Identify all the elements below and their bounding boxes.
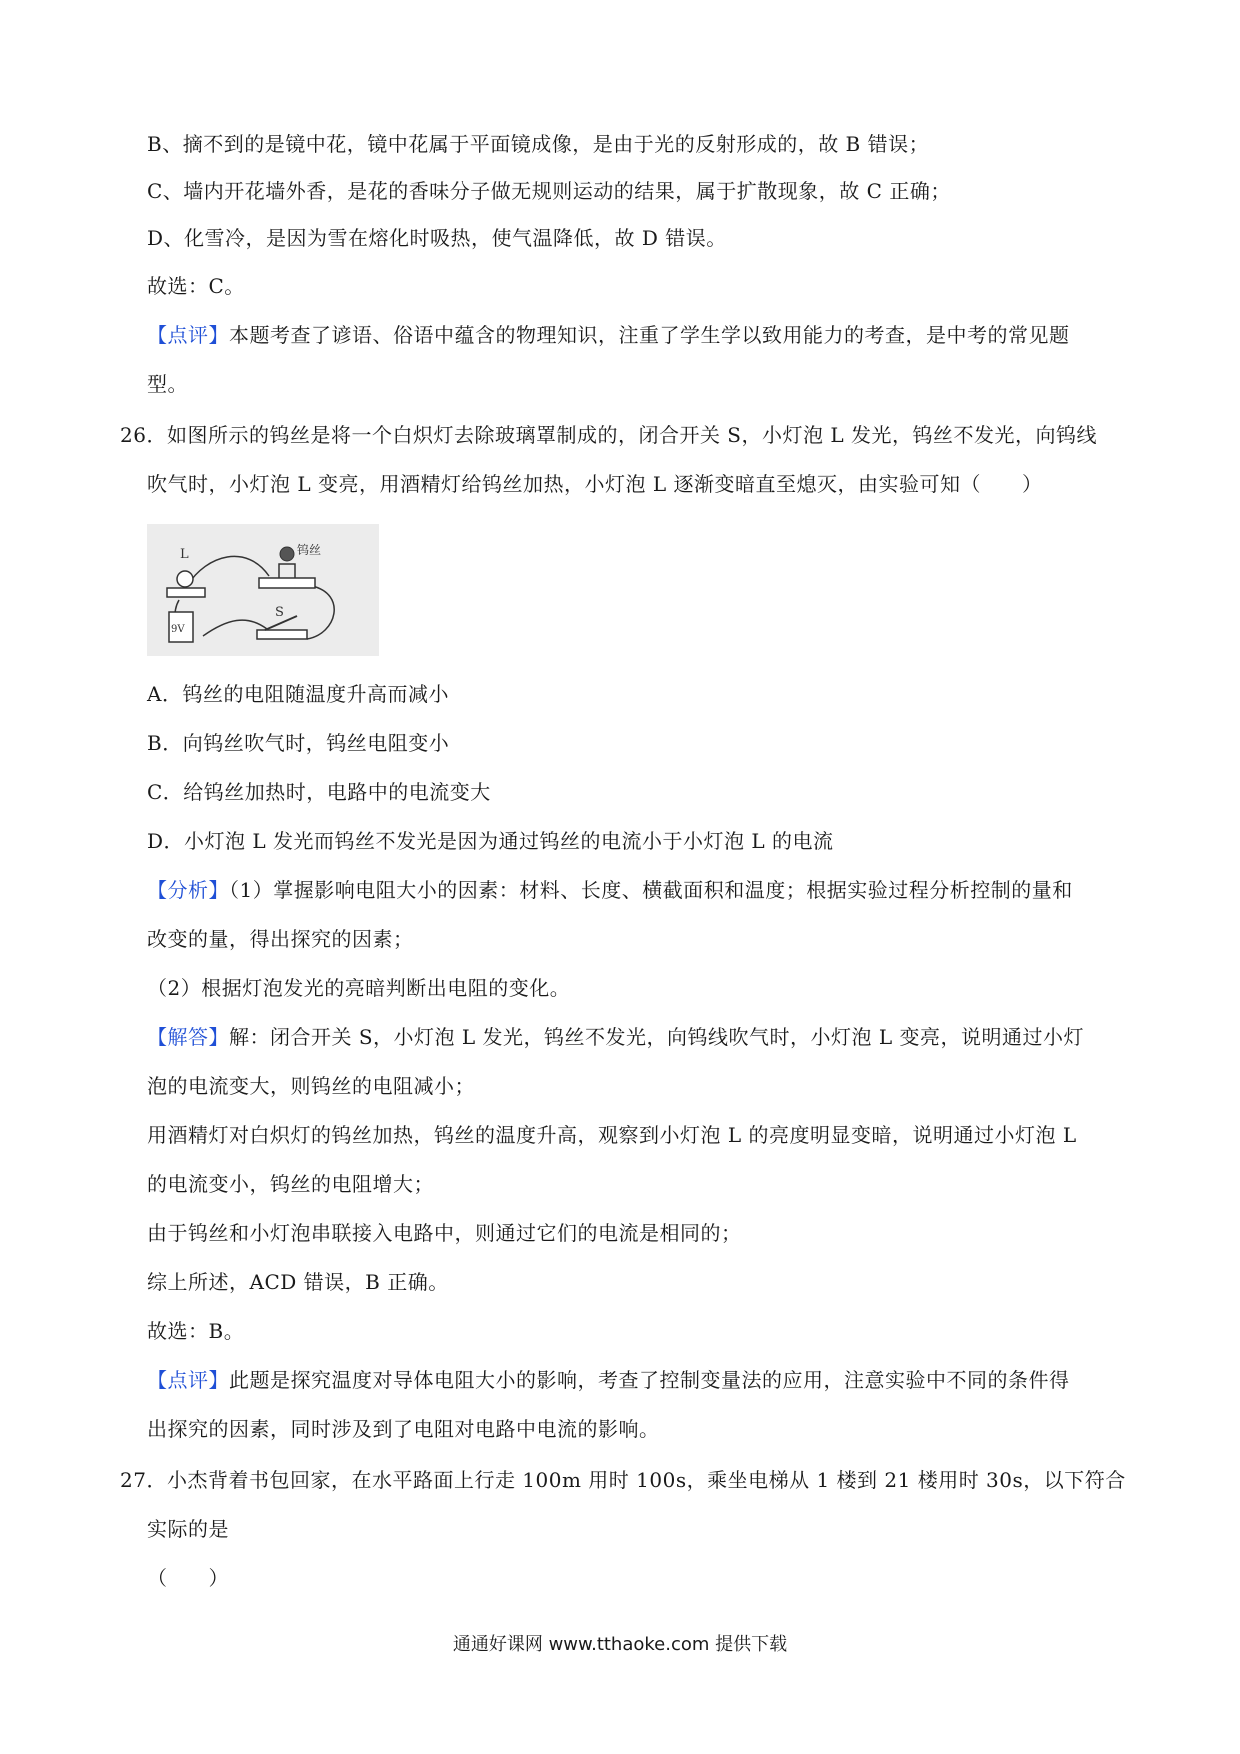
- text-line: （2）根据灯泡发光的亮暗判断出电阻的变化。: [147, 976, 571, 1000]
- question-26-line: 26．如图所示的钨丝是将一个白炽灯去除玻璃罩制成的，闭合开关 S，小灯泡 L 发光，钨丝不发光，向钨线: [120, 423, 1098, 447]
- label-battery: 9V: [171, 624, 185, 635]
- option-a: A．钨丝的电阻随温度升高而减小: [147, 682, 449, 706]
- text-line: 的电流变小，钨丝的电阻增大；: [147, 1172, 434, 1196]
- answer-line: [147, 1023, 1084, 1051]
- text-line: 吹气时，小灯泡 L 变亮，用酒精灯给钨丝加热，小灯泡 L 逐渐变暗直至熄灭，由实验可知（ ）: [147, 472, 1043, 496]
- text-line: 故选：C。: [147, 274, 245, 298]
- text-line: 综上所述，ACD 错误，B 正确。: [147, 1270, 449, 1294]
- label-lamp: L: [180, 547, 189, 562]
- answer-brackets: （ ）: [147, 1566, 229, 1590]
- lamp-base: [167, 588, 205, 597]
- option-c: C．给钨丝加热时，电路中的电流变大: [147, 780, 491, 804]
- option-d: D．小灯泡 L 发光而钨丝不发光是因为通过钨丝的电流小于小灯泡 L 的电流: [147, 829, 834, 853]
- label-filament: 钨丝: [297, 543, 322, 557]
- text-span: 此题是探究温度对导体电阻大小的影响，考查了控制变量法的应用，注意实验中不同的条件得: [229, 1368, 1070, 1392]
- filament-icon: [280, 547, 294, 561]
- text-line: 由于钨丝和小灯泡串联接入电路中，则通过它们的电流是相同的；: [147, 1221, 742, 1245]
- comment-tag: 【点评】: [147, 323, 229, 347]
- text-line: 改变的量，得出探究的因素；: [147, 927, 414, 951]
- text-span: （1）掌握影响电阻大小的因素：材料、长度、横截面积和温度；根据实验过程分析控制的量和: [229, 878, 1073, 902]
- comment-tag: 【点评】: [147, 1368, 229, 1392]
- option-b: B．向钨丝吹气时，钨丝电阻变小: [147, 731, 450, 755]
- answer-tag: 【解答】: [147, 1025, 229, 1049]
- text-line: 型。: [147, 372, 188, 396]
- analysis-line: [147, 876, 1073, 904]
- switch-base: [257, 630, 307, 639]
- text-line: 用酒精灯对白炽灯的钨丝加热，钨丝的温度升高，观察到小灯泡 L 的亮度明显变暗，说明通过小灯泡 L: [147, 1123, 1077, 1147]
- filament-base: [259, 578, 315, 588]
- text-line: B、摘不到的是镜中花，镜中花属于平面镜成像，是由于光的反射形成的，故 B 错误；: [147, 132, 930, 156]
- wire: [307, 586, 334, 639]
- comment-line: [147, 321, 1070, 349]
- comment-line: [147, 1366, 1070, 1394]
- text-line: 出探究的因素，同时涉及到了电阻对电路中电流的影响。: [147, 1417, 660, 1441]
- text-line: 故选：B。: [147, 1319, 245, 1343]
- text-line: C、墙内开花墙外香，是花的香味分子做无规则运动的结果，属于扩散现象，故 C 正确；: [147, 179, 951, 203]
- lamp-bulb-icon: [177, 571, 193, 587]
- page-footer: 通通好课网 www.tthaoke.com 提供下载: [452, 1634, 788, 1655]
- text-span: 本题考查了谚语、俗语中蕴含的物理知识，注重了学生学以致用能力的考查，是中考的常见题: [229, 323, 1070, 347]
- text-span: 解：闭合开关 S，小灯泡 L 发光，钨丝不发光，向钨线吹气时，小灯泡 L 变亮，说明通过小灯: [229, 1025, 1085, 1049]
- circuit-diagram: [147, 524, 379, 656]
- text-line: 泡的电流变大，则钨丝的电阻减小；: [147, 1074, 475, 1098]
- text-line: 实际的是: [147, 1517, 229, 1541]
- filament-holder: [279, 564, 295, 578]
- label-switch: S: [275, 605, 284, 620]
- question-27-line: 27．小杰背着书包回家，在水平路面上行走 100m 用时 100s，乘坐电梯从 1 楼到 21 楼用时 30s，以下符合: [120, 1468, 1126, 1492]
- wire: [187, 556, 269, 586]
- text-line: D、化雪冷，是因为雪在熔化时吸热，使气温降低，故 D 错误。: [147, 226, 727, 250]
- circuit-figure: [147, 524, 379, 656]
- analysis-tag: 【分析】: [147, 878, 229, 902]
